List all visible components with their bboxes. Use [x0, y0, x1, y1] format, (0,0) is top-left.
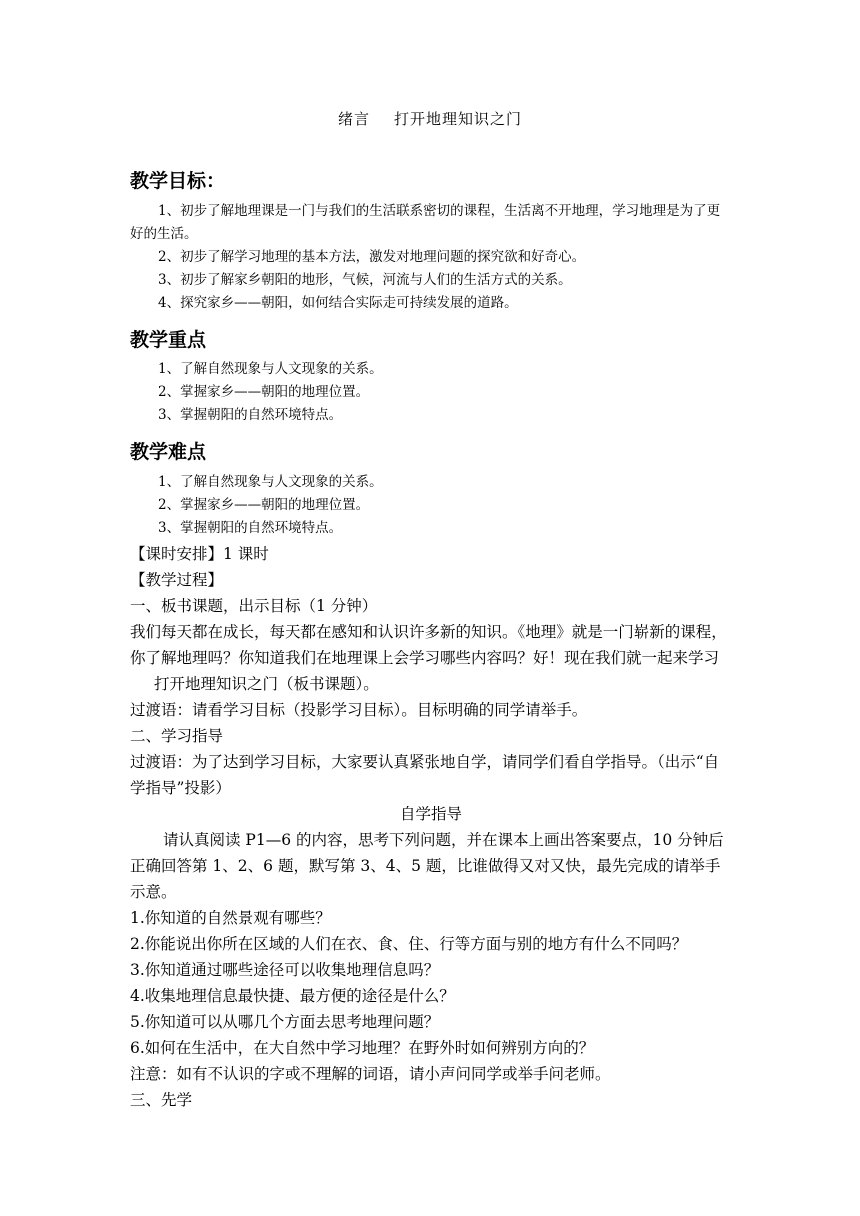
- process-line: 【教学过程】: [130, 571, 224, 589]
- difficult-points-heading: 教学难点: [130, 441, 207, 463]
- key-point-item: 2、掌握家乡——朝阳的地理位置。: [158, 384, 370, 400]
- title-left: 绪言: [337, 110, 370, 128]
- key-points-list: [130, 358, 732, 427]
- goals-heading: 教学目标：: [130, 170, 226, 192]
- key-point-item: 1、了解自然现象与人文现象的关系。: [158, 361, 383, 377]
- goal-item: 1、初步了解地理课是一门与我们的生活联系密切的课程，生活离不开地理，学习地理是为了更好的生活。: [130, 203, 721, 242]
- title-right: 打开地理知识之门: [394, 110, 523, 128]
- transition-2: 过渡语：为了达到学习目标，大家要认真紧张地自学，请同学们看自学指导。（出示“自学指导”投影）: [130, 753, 720, 797]
- intro-text-a: 我们每天都在成长，每天都在感知和认识许多新的知识。《地理》就是一门崭新的课程，你了解地理吗？你知道我们在地理课上会学习哪些内容吗？好！现在我们就一起来学习: [130, 623, 727, 667]
- intro-text-b: 打开地理知识之门（板书课题）。: [154, 675, 379, 693]
- page-title: [0, 108, 860, 129]
- difficult-points-list: [130, 471, 732, 540]
- difficult-point-item: 2、掌握家乡——朝阳的地理位置。: [158, 497, 370, 513]
- question-item: 2.你能说出你所在区域的人们在衣、食、住、行等方面与别的地方有什么不同吗？: [130, 935, 688, 953]
- goal-item: 4、探究家乡——朝阳，如何结合实际走可持续发展的道路。: [158, 295, 518, 311]
- question-item: 4.收集地理信息最快捷、最方便的途径是什么？: [130, 987, 455, 1005]
- note-line: 注意：如有不认识的字或不理解的词语，请小声问同学或举手问老师。: [130, 1065, 611, 1083]
- goal-item: 3、初步了解家乡朝阳的地形，气候，河流与人们的生活方式的关系。: [158, 272, 572, 288]
- difficult-point-item: 1、了解自然现象与人文现象的关系。: [158, 474, 383, 490]
- lesson-body: [130, 541, 732, 1113]
- step1-heading: 一、板书课题，出示目标（1 分钟）: [130, 597, 378, 615]
- question-item: 1.你知道的自然景观有哪些？: [130, 909, 331, 927]
- step3-heading: 三、先学: [130, 1091, 193, 1109]
- difficult-point-item: 3、掌握朝阳的自然环境特点。: [158, 520, 343, 536]
- guide-text: 请认真阅读 P1—6 的内容，思考下列问题，并在课本上画出答案要点，10 分钟后正确回答第 1、2、6 题，默写第 3、4、5 题，比谁做得又对又快，最先完成的请举手示意。: [130, 831, 724, 901]
- question-item: 3.你知道通过哪些途径可以收集地理信息吗？: [130, 961, 440, 979]
- intro-paragraph: [130, 619, 732, 697]
- step2-heading: 二、学习指导: [130, 727, 224, 745]
- key-point-item: 3、掌握朝阳的自然环境特点。: [158, 407, 343, 423]
- question-item: 5.你知道可以从哪几个方面去思考地理问题？: [130, 1013, 440, 1031]
- guide-title: 自学指导: [399, 805, 462, 823]
- goals-list: [130, 200, 732, 315]
- key-points-heading: 教学重点: [130, 329, 207, 351]
- schedule-line: 【课时安排】1 课时: [130, 545, 269, 563]
- goal-item: 2、初步了解学习地理的基本方法，激发对地理问题的探究欲和好奇心。: [158, 249, 586, 265]
- question-item: 6.如何在生活中，在大自然中学习地理？在野外时如何辨别方向的？: [130, 1039, 595, 1057]
- transition-1: 过渡语：请看学习目标（投影学习目标）。目标明确的同学请举手。: [130, 701, 588, 719]
